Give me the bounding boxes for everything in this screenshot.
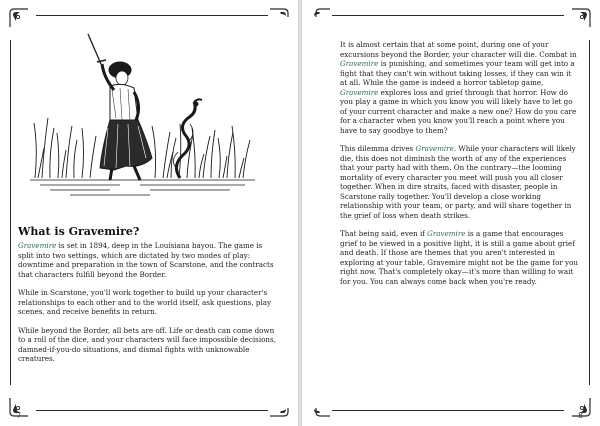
paragraph-text: is set in 1894, deep in the Louisiana bayou. The game is split into two settings, which are dictated by two modes of play: downtime and preparation in the town of Scarstone, and the contracts that characters fulfill beyond the Border. [18, 241, 274, 279]
game-title-italic: Gravemire [427, 229, 466, 238]
page-number-left: 7 [16, 411, 22, 420]
right-page [302, 0, 600, 426]
paragraph-text: While beyond the Border, all bets are off. Life or death can come down to a roll of the dice, and your characters will face impossible decisions, damned-if-you-do situations, and dismal fights with unknowable creatures. [18, 325, 276, 363]
paragraph-text: explores loss and grief through that horror. How do you play a game in which you know you will likely have to let go of your current character and make a new one? How do you care for a character when you know you'll reach a point where you have to say goodbye to them? [340, 87, 577, 135]
paragraph [340, 229, 578, 286]
top-border-line [36, 15, 268, 16]
paragraph-text: While in Scarstone, you'll work together to build up your character's relationships to each other and to the world itself, ask questions, play scenes, and receive benefits in return. [18, 288, 272, 316]
paragraph [18, 326, 276, 364]
bottom-border-line [36, 410, 268, 411]
corner-ornament-top-left [6, 5, 32, 31]
paragraph-text: That being said, even if [340, 229, 428, 238]
left-page [0, 0, 298, 426]
paragraph-text: is a game that encourages grief to be viewed in a positive light, it is still a game about grief and death. If those are themes that you aren't interested in exploring at your table, Gravemire might not be the game for you right now. That's completely okay—it's more than willing to wait for you. You can always come back when you're ready. [340, 229, 578, 286]
corner-ornament-top-right [568, 5, 594, 31]
top-border-line [332, 15, 564, 16]
paragraph [340, 40, 578, 135]
page-number-right: 8 [578, 411, 584, 420]
left-border-line [10, 40, 11, 385]
game-title-italic: Gravemire [415, 144, 454, 153]
paragraph [340, 144, 578, 220]
woman-in-swamp-illustration [30, 28, 255, 198]
game-title-italic: Gravemire [340, 59, 379, 68]
bottom-border-line [332, 410, 564, 411]
paragraph [18, 288, 276, 317]
corner-ornament-bottom-right [266, 394, 292, 420]
left-column-text [18, 241, 276, 373]
paragraph-text: . While your characters will likely die, this does not diminish the worth of any of the experiences that your party had with them. On the contrary—the looming mortality of every character you meet will push you all closer together. When in dire straits, faced with disaster, people in Scarstone rally together. You'll develop a close working relationship with your team, or party, and will share together in the grief of loss when death strikes. [340, 144, 576, 220]
right-column-text [340, 40, 578, 295]
paragraph-text: is punishing, and sometimes your team will get into a fight that they can't win without taking losses, if they can win it at all. While the game is indeed a horror tabletop game, [340, 59, 575, 87]
game-title-italic: Gravemire [18, 241, 57, 250]
section-heading: What is Gravemire? [18, 225, 140, 238]
paragraph-text: It is almost certain that at some point, during one of your excursions beyond the Border, your character will die. Combat in [340, 40, 577, 59]
corner-ornament-top-left [308, 5, 334, 31]
game-title-italic: Gravemire [340, 87, 379, 97]
right-border-line [589, 40, 590, 385]
paragraph-text: This dilemma drives [340, 144, 416, 153]
corner-ornament-top-right [266, 5, 292, 31]
corner-ornament-bottom-left [308, 394, 334, 420]
paragraph [18, 241, 276, 279]
